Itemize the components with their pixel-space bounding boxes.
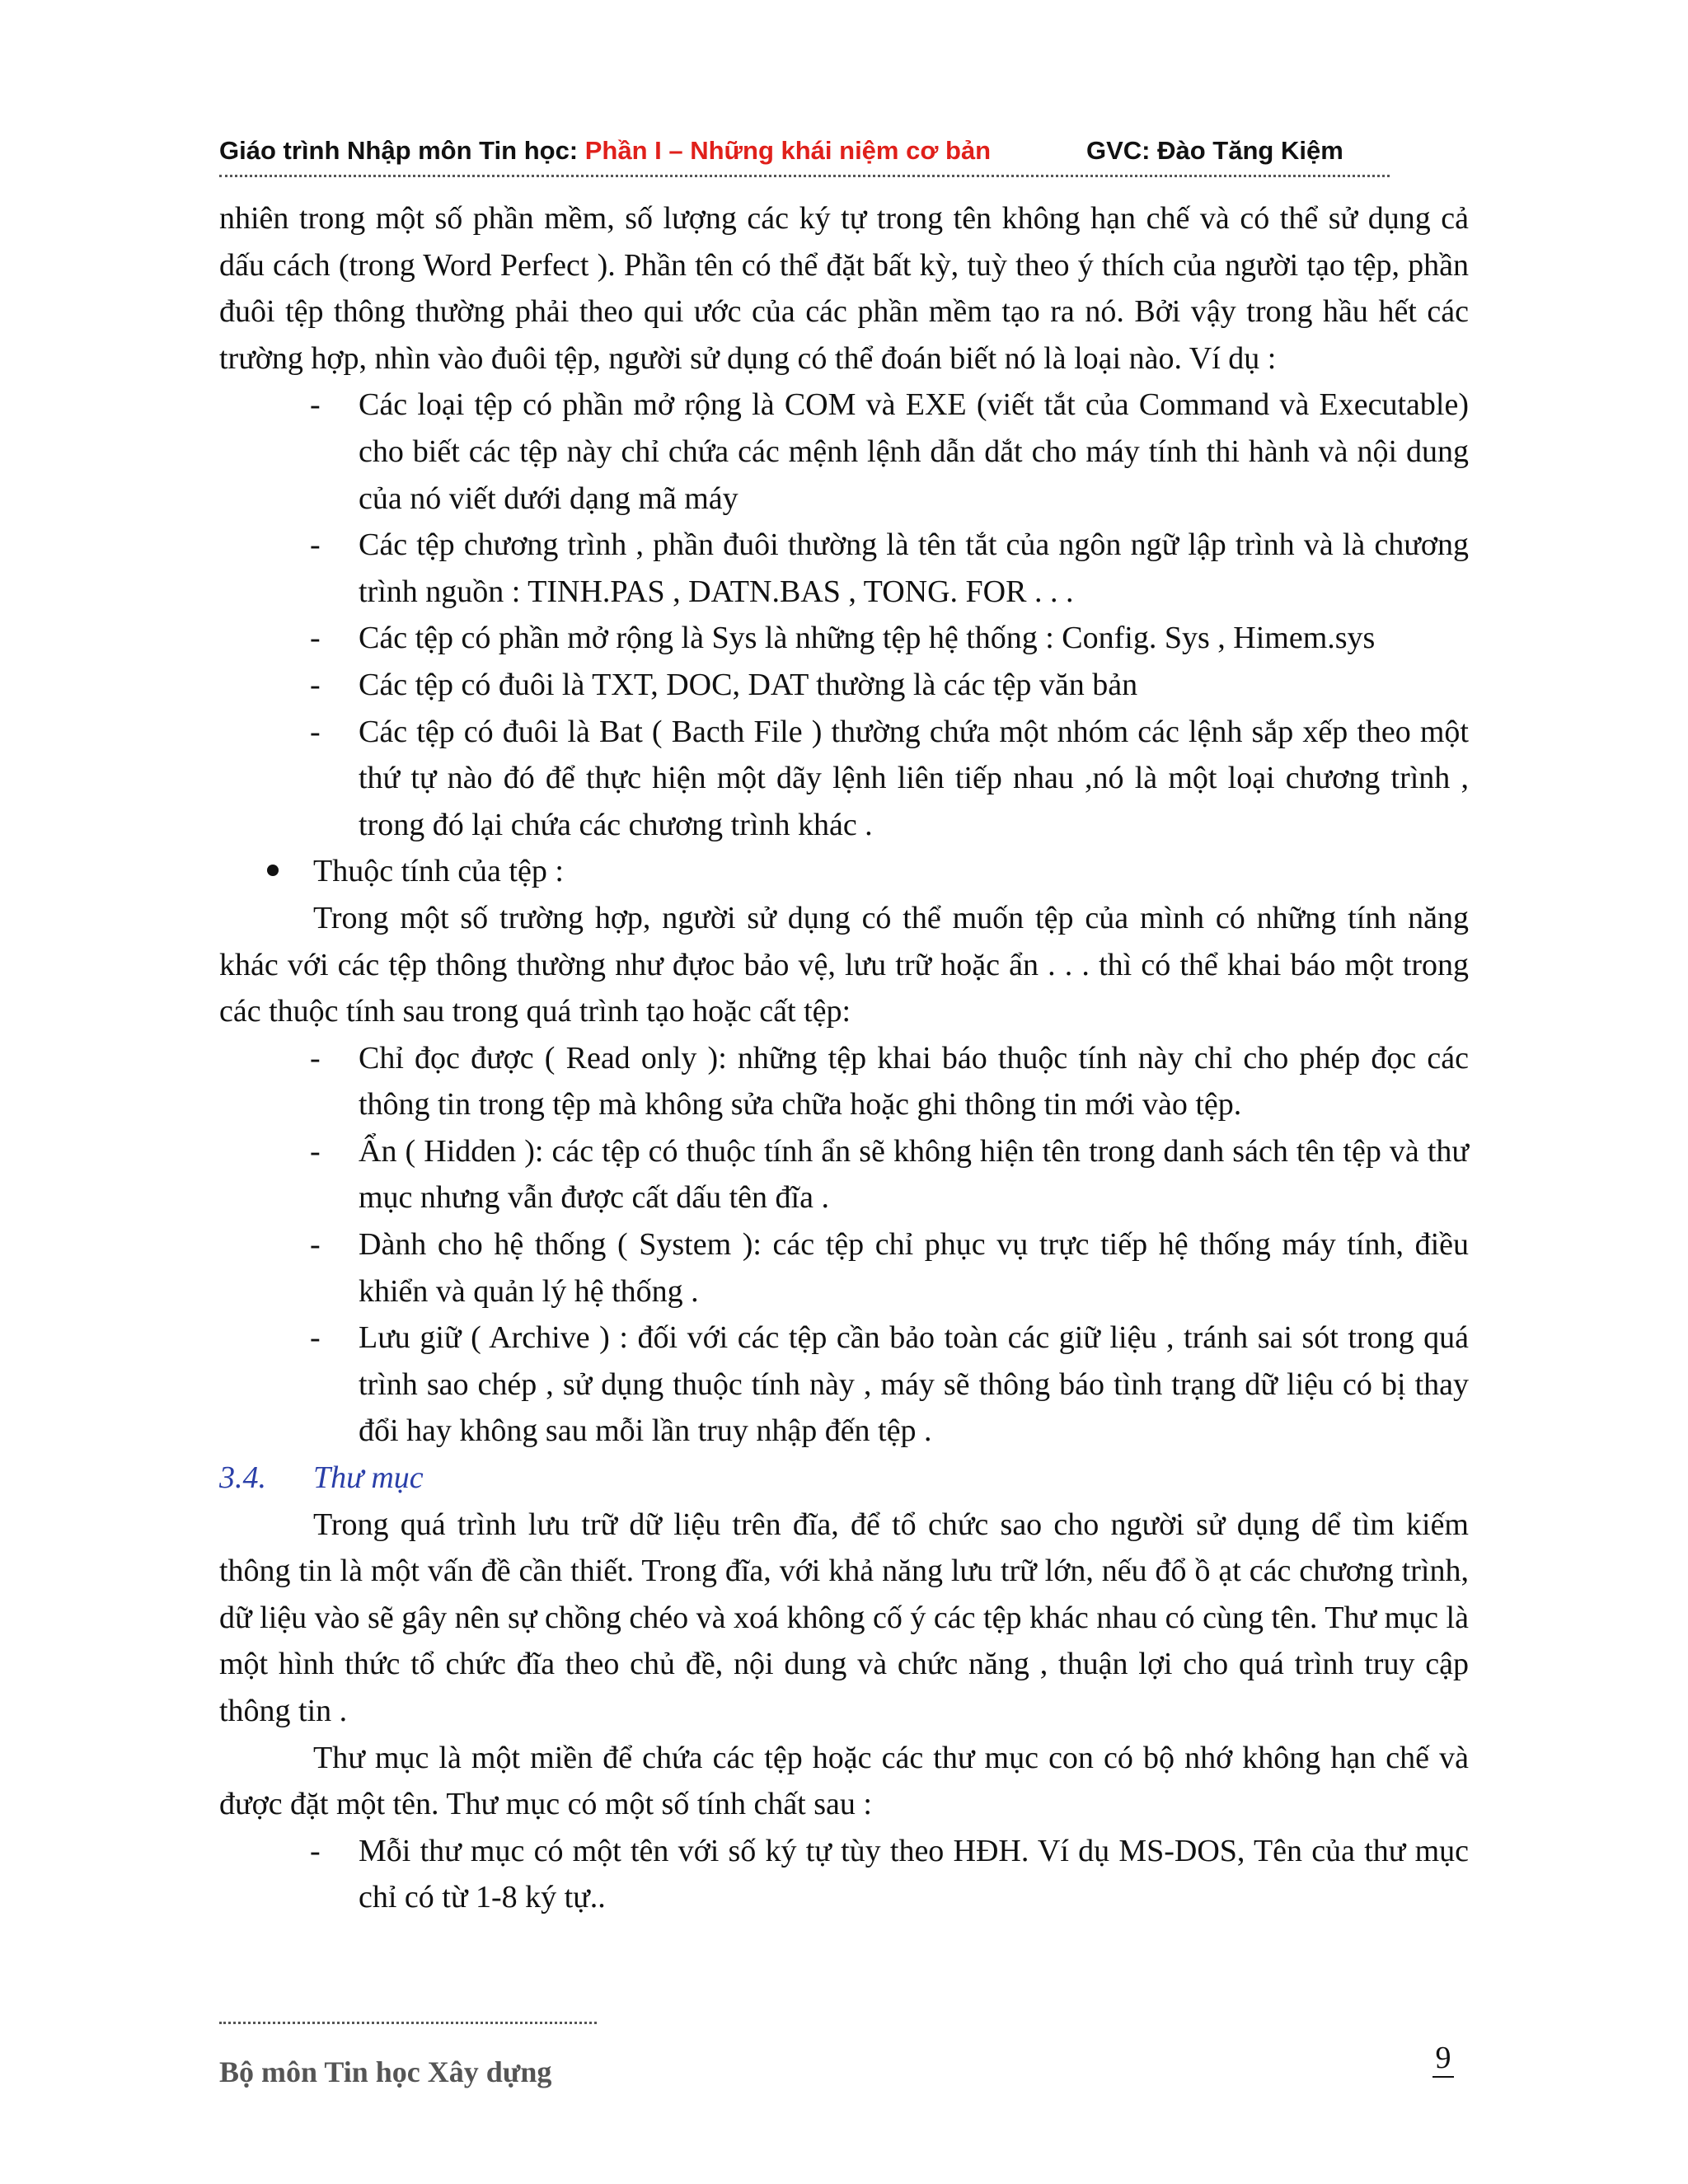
list-item-text: Các tệp có đuôi là TXT, DOC, DAT thường là các tệp văn bản [359,667,1138,702]
attributes-paragraph: Trong một số trường hợp, người sử dụng có thể muốn tệp của mình có những tính năng khác với các tệp thông thường như đựoc bảo vệ, lưu trữ hoặc ẩn . . . thì có thể khai báo một trong các thuộc tính sau trong quá trình tạo hoặc cất tệp: [219,900,1469,1029]
header-course-title: Giáo trình Nhập môn Tin học: [219,136,585,165]
list-item [219,1128,1469,1221]
dash-marker: - [310,527,321,563]
section-number: 3.4. [219,1460,266,1496]
list-item-text: Lưu giữ ( Archive ) : đối với các tệp cần bảo toàn các giữ liệu , tránh sai sót trong quá trình sao chép , sử dụng thuộc tính này , máy sẽ thông báo tình trạng dữ liệu có bị thay đổi hay không sau mỗi lần truy nhập đến tệp . [359,1320,1469,1449]
attributes-heading-text: Thuộc tính của tệp : [313,854,564,889]
header-divider [219,175,1390,177]
list-item-text: Các tệp chương trình , phần đuôi thường là tên tắt của ngôn ngữ lập trình và là chương trình nguồn : TINH.PAS , DATN.BAS , TONG. FOR . . . [359,527,1469,609]
dash-marker: - [310,714,321,749]
list-item [219,709,1469,849]
file-type-list [219,382,1469,848]
header-part-label: Phần I – Những khái niệm cơ bản [584,136,992,165]
page-number: 9 [1432,2040,1454,2078]
list-item [219,1828,1469,1921]
dash-marker: - [310,1833,321,1868]
list-item-text: Chỉ đọc được ( Read only ): những tệp khai báo thuộc tính này chỉ cho phép đọc các thông tin trong tệp mà không sửa chữa hoặc ghi thông tin mới vào tệp. [359,1040,1469,1122]
attributes-heading [219,848,1469,895]
page-header [219,134,1390,171]
list-item-text: Các tệp có đuôi là Bat ( Bacth File ) thường chứa một nhóm các lệnh sắp xếp theo một thứ tự nào đó để thực hiện một dãy lệnh liên tiếp nhau ,nó là một loại chương trình , trong đó lại chứa các chương trình khác . [359,714,1469,842]
list-item-text: Mỗi thư mục có một tên với số ký tự tùy theo HĐH. Ví dụ MS-DOS, Tên của thư mục chỉ có từ 1-8 ký tự.. [359,1833,1469,1915]
list-item [219,1221,1469,1315]
footer-department: Bộ môn Tin học Xây dựng [219,2055,552,2088]
dash-marker: - [310,1227,321,1263]
dash-marker: - [310,1320,321,1356]
list-item [219,1035,1469,1128]
attribute-list [219,1035,1469,1455]
dash-marker: - [310,387,321,423]
list-item [219,522,1469,615]
bullet-icon [267,865,279,876]
dash-marker: - [310,1040,321,1076]
list-item-text: Các tệp có phần mở rộng là Sys là những tệp hệ thống : Config. Sys , Himem.sys [359,621,1376,656]
document-body [219,195,1469,1921]
list-item-text: Ẩn ( Hidden ): các tệp có thuộc tính ẩn sẽ không hiện tên trong danh sách tên tệp và thư mục nhưng vẫn được cất dấu tên đĩa . [359,1133,1469,1216]
section-heading [219,1455,1469,1502]
list-item-text: Dành cho hệ thống ( System ): các tệp chỉ phục vụ trực tiếp hệ thống máy tính, điều khiển và quản lý hệ thống . [359,1227,1469,1309]
header-author: GVC: Đào Tăng Kiệm [1086,136,1343,165]
list-item [219,615,1469,662]
folder-property-list [219,1828,1469,1921]
list-item [219,382,1469,522]
list-item-text: Các loại tệp có phần mở rộng là COM và EXE (viết tắt của Command và Executable) cho biết các tệp này chỉ chứa các mệnh lệnh dẫn dắt cho máy tính thi hành và nội dung của nó viết dưới dạng mã máy [359,387,1469,516]
dash-marker: - [310,667,321,702]
footer-divider [219,2022,597,2024]
folder-paragraph-2: Thư mục là một miền để chứa các tệp hoặc các thư mục con có bộ nhớ không hạn chế và được đặt một tên. Thư mục có một số tính chất sau : [219,1740,1469,1822]
header-title [219,136,991,166]
folder-paragraph-1: Trong quá trình lưu trữ dữ liệu trên đĩa, để tổ chức sao cho người sử dụng dể tìm kiếm thông tin là một vấn đề cần thiết. Trong đĩa, với khả năng lưu trữ lớn, nếu đổ ồ ạt các chương trình, dữ liệu vào sẽ gây nên sự chồng chéo và xoá không cố ý các tệp khác nhau có cùng tên. Thư mục là một hình thức tổ chức đĩa theo chủ đề, nội dung và chức năng , thuận lợi cho quá trình truy cập thông tin . [219,1507,1469,1728]
dash-marker: - [310,621,321,656]
section-title: Thư mục [313,1460,424,1496]
intro-paragraph: nhiên trong một số phần mềm, số lượng các ký tự trong tên không hạn chế và có thể sử dụng cả dấu cách (trong Word Perfect ). Phần tên có thể đặt bất kỳ, tuỳ theo ý thích của người tạo tệp, phần đuôi tệp thông thường phải theo qui ước của các phần mềm tạo ra nó. Bởi vậy trong hầu hết các trường hợp, nhìn vào đuôi tệp, người sử dụng có thể đoán biết nó là loại nào. Ví dụ : [219,201,1469,376]
dash-marker: - [310,1133,321,1169]
list-item [219,662,1469,709]
list-item [219,1315,1469,1455]
